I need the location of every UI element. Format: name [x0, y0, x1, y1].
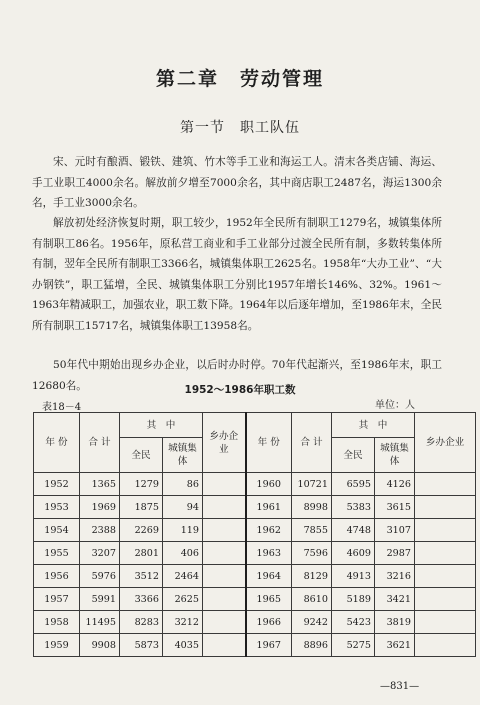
right-year-cell: 1965	[246, 588, 292, 611]
table-body	[34, 473, 476, 657]
right-year-cell: 1967	[246, 634, 292, 657]
table-number: 表18－4	[42, 402, 82, 413]
section-title: 第一节 职工队伍	[180, 120, 300, 136]
right-collective-cell: 3107	[375, 519, 415, 542]
left-year-cell: 1958	[34, 611, 80, 634]
right-township-cell	[415, 473, 476, 496]
left-collective-cell: 406	[163, 542, 203, 565]
right-year-cell: 1966	[246, 611, 292, 634]
chapter-title: 第二章 劳动管理	[155, 68, 324, 90]
left-township-cell	[203, 496, 246, 519]
right-year-cell: 1963	[246, 542, 292, 565]
left-year-cell: 1953	[34, 496, 80, 519]
header-of-which-right: 其 中	[332, 413, 415, 438]
table-row	[34, 496, 476, 519]
left-collective-cell: 3212	[163, 611, 203, 634]
left-total-cell: 1365	[80, 473, 120, 496]
table-row	[34, 542, 476, 565]
header-state-right: 全民	[332, 438, 375, 473]
right-township-cell	[415, 496, 476, 519]
right-state-cell: 5383	[332, 496, 375, 519]
left-collective-cell: 4035	[163, 634, 203, 657]
right-total-cell: 10721	[292, 473, 332, 496]
right-total-cell: 7596	[292, 542, 332, 565]
left-state-cell: 2269	[120, 519, 163, 542]
left-state-cell: 5873	[120, 634, 163, 657]
left-township-cell	[203, 565, 246, 588]
left-year-cell: 1959	[34, 634, 80, 657]
header-collective: 城镇集体	[163, 438, 203, 473]
right-total-cell: 8610	[292, 588, 332, 611]
right-total-cell: 8896	[292, 634, 332, 657]
header-of-which: 其 中	[120, 413, 203, 438]
table-row	[34, 634, 476, 657]
left-collective-cell: 94	[163, 496, 203, 519]
left-township-cell	[203, 611, 246, 634]
table-unit: 单位：人	[375, 400, 415, 411]
left-state-cell: 8283	[120, 611, 163, 634]
right-total-cell: 9242	[292, 611, 332, 634]
left-year-cell: 1955	[34, 542, 80, 565]
left-collective-cell: 2625	[163, 588, 203, 611]
right-township-cell	[415, 519, 476, 542]
table-row	[34, 588, 476, 611]
right-collective-cell: 3615	[375, 496, 415, 519]
left-state-cell: 3512	[120, 565, 163, 588]
right-year-cell: 1962	[246, 519, 292, 542]
left-township-cell	[203, 634, 246, 657]
table-title: 1952～1986年职工数	[184, 384, 296, 396]
right-year-cell: 1960	[246, 473, 292, 496]
left-collective-cell: 2464	[163, 565, 203, 588]
right-total-cell: 7855	[292, 519, 332, 542]
header-year-right: 年 份	[246, 413, 292, 473]
right-state-cell: 4913	[332, 565, 375, 588]
table-row	[34, 519, 476, 542]
right-collective-cell: 3819	[375, 611, 415, 634]
right-collective-cell: 3621	[375, 634, 415, 657]
right-township-cell	[415, 634, 476, 657]
paragraph-1: 宋、元时有酿酒、锻铁、建筑、竹木等手工业和海运工人。清末各类店铺、海运、手工业职工4000余名。解放前夕增至7000余名，其中商店职工2487名，海运1300余名，手工业3000余名。	[32, 156, 442, 209]
left-collective-cell: 86	[163, 473, 203, 496]
right-year-cell: 1964	[246, 565, 292, 588]
right-state-cell: 5189	[332, 588, 375, 611]
left-year-cell: 1957	[34, 588, 80, 611]
header-total-right: 合 计	[292, 413, 332, 473]
left-township-cell	[203, 519, 246, 542]
right-collective-cell: 3421	[375, 588, 415, 611]
left-total-cell: 3207	[80, 542, 120, 565]
left-total-cell: 11495	[80, 611, 120, 634]
left-township-cell	[203, 542, 246, 565]
left-state-cell: 2801	[120, 542, 163, 565]
header-collective-right: 城镇集体	[375, 438, 415, 473]
left-state-cell: 1875	[120, 496, 163, 519]
left-year-cell: 1952	[34, 473, 80, 496]
header-township-right: 乡办企业	[415, 413, 476, 473]
header-township: 乡办企业	[203, 413, 246, 473]
left-total-cell: 2388	[80, 519, 120, 542]
right-collective-cell: 3216	[375, 565, 415, 588]
left-state-cell: 1279	[120, 473, 163, 496]
paragraph-2: 解放初处经济恢复时期，职工较少，1952年全民所有制职工1279名，城镇集体所有制职工86名。1956年，原私营工商业和手工业部分过渡全民所有制，多数转集体所有制，翌年全民所有制职工3366名，城镇集体职工2625名。1958年“大办工业”、“大办钢铁”，职工猛增，全民、城镇集体职工分别比1957年增长146%、32%。1961～1963年精减职工，加强农业，职工数下降。1964年以后逐年增加，至1986年末，全民所有制职工15717名，城镇集体职工13958名。	[32, 217, 442, 332]
left-total-cell: 1969	[80, 496, 120, 519]
right-collective-cell: 4126	[375, 473, 415, 496]
left-total-cell: 5976	[80, 565, 120, 588]
right-year-cell: 1961	[246, 496, 292, 519]
table-row	[34, 473, 476, 496]
left-total-cell: 5991	[80, 588, 120, 611]
header-state: 全民	[120, 438, 163, 473]
right-collective-cell: 2987	[375, 542, 415, 565]
header-total: 合 计	[80, 413, 120, 473]
employee-count-table	[33, 412, 476, 657]
right-state-cell: 5275	[332, 634, 375, 657]
left-year-cell: 1956	[34, 565, 80, 588]
right-state-cell: 4609	[332, 542, 375, 565]
right-state-cell: 5423	[332, 611, 375, 634]
right-township-cell	[415, 611, 476, 634]
left-township-cell	[203, 473, 246, 496]
right-state-cell: 4748	[332, 519, 375, 542]
table-header-row-1	[34, 413, 476, 438]
right-total-cell: 8998	[292, 496, 332, 519]
right-total-cell: 8129	[292, 565, 332, 588]
right-township-cell	[415, 542, 476, 565]
left-year-cell: 1954	[34, 519, 80, 542]
left-total-cell: 9908	[80, 634, 120, 657]
right-township-cell	[415, 588, 476, 611]
table-row	[34, 565, 476, 588]
table-row	[34, 611, 476, 634]
left-collective-cell: 119	[163, 519, 203, 542]
header-year: 年 份	[34, 413, 80, 473]
right-state-cell: 6595	[332, 473, 375, 496]
left-state-cell: 3366	[120, 588, 163, 611]
paragraph-3: 50年代中期始出现乡办企业，以后时办时停。70年代起渐兴，至1986年末，职工12680名。	[32, 359, 442, 392]
page-number: —831—	[380, 681, 420, 692]
left-township-cell	[203, 588, 246, 611]
right-township-cell	[415, 565, 476, 588]
